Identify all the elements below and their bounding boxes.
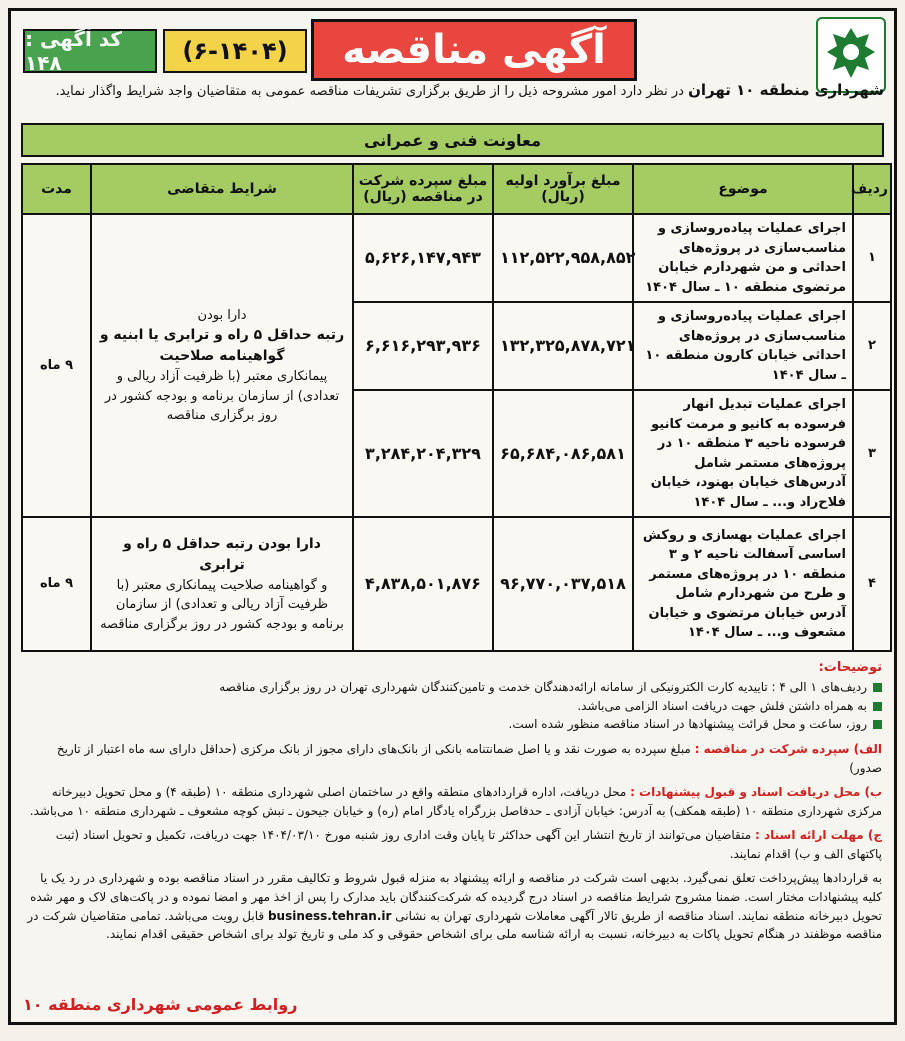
- note-text: روز، ساعت و محل قرائت پیشنهادها در اسناد مناقصه منظور شده است.: [508, 717, 867, 732]
- tehran-emblem-icon: [823, 24, 879, 86]
- row-duration: ۹ ماه: [22, 517, 91, 651]
- note-bullet: [23, 697, 882, 716]
- header: [11, 11, 894, 103]
- row-subject: اجرای عملیات پیاده‌روسازی و مناسب‌سازی در پروژه‌های احداثی خیابان کارون منطقه ۱۰ ـ سال ۱۴۰۴: [633, 302, 853, 390]
- row-deposit: ۶,۶۱۶,۲۹۳,۹۳۶: [353, 302, 493, 390]
- row-estimate: ۱۳۲,۳۲۵,۸۷۸,۷۲۱: [493, 302, 633, 390]
- row-number: ۳: [853, 390, 891, 517]
- bullet-square-icon: [873, 683, 882, 692]
- row-subject: اجرای عملیات پیاده‌روسازی و مناسب‌سازی در پروژه‌های احداثی و من شهردارم خیابان مرتضوی منطقه ۱۰ ـ سال ۱۴۰۴: [633, 214, 853, 302]
- col-header-row: ردیف: [853, 164, 891, 214]
- note-text: مبلغ سپرده به صورت نقد و یا اصل ضمانتنامه بانکی از بانک‌های دارای مجوز از بانک مرکزی (حداقل دارای سه ماه اعتبار از تاریخ صدور): [56, 741, 882, 775]
- row-duration: ۹ ماه: [22, 214, 91, 517]
- row-conditions: [91, 517, 353, 651]
- ad-date: (۶-۱۴۰۴): [163, 29, 307, 73]
- row-conditions: [91, 214, 353, 517]
- intro-text: [21, 81, 884, 99]
- row-subject: اجرای عملیات تبدیل انهار فرسوده به کانیو و مرمت کانیو فرسوده ناحیه ۳ منطقه ۱۰ در پروژه‌های مستمر شامل آدرس‌های خیابان بهنود، خیابان فلاح‌راد و... ـ سال ۱۴۰۴: [633, 390, 853, 517]
- notes-section: [23, 658, 882, 944]
- business-url-link[interactable]: business.tehran.ir: [267, 908, 392, 923]
- col-header-conditions: شرایط متقاضی: [91, 164, 353, 214]
- note-text: به قراردادها پیش‌پرداخت تعلق نمی‌گیرد. بدیهی است شرکت در مناقصه و ارائه پیشنهاد به منزله قبول شروط و تکالیف مقرر در اسناد مناقصه بوده و شهرداری در رد یک یا کلیه پیشنهادات مختار است. ضمنا مشروح شرایط مناقصه در اسناد درج گردیده که شرکت‌کنندگان باید مدارک را پس از اخذ مهر و امضا نموده و در پاکت‌های لاک و مهر شده تحویل دبیرخانه منطقه نمایند. اسناد مناقصه از طریق تالار آگهی معاملات شهرداری تهران به نشانی: [30, 871, 882, 923]
- bullet-square-icon: [873, 702, 882, 711]
- table-row: [22, 517, 891, 651]
- note-bullet: [23, 715, 882, 734]
- section-title: معاونت فنی و عمرانی: [21, 123, 884, 157]
- row-deposit: ۳,۲۸۴,۲۰۴,۳۲۹: [353, 390, 493, 517]
- row-deposit: ۵,۶۲۶,۱۴۷,۹۴۳: [353, 214, 493, 302]
- row-estimate: ۹۶,۷۷۰,۰۳۷,۵۱۸: [493, 517, 633, 651]
- col-header-duration: مدت: [22, 164, 91, 214]
- col-header-subject: موضوع: [633, 164, 853, 214]
- note-label: ب) محل دریافت اسناد و قبول پیشنهادات :: [630, 785, 882, 800]
- table-row: [22, 214, 891, 302]
- row-number: ۲: [853, 302, 891, 390]
- note-text: محل دریافت، اداره قراردادهای منطقه واقع در ساختمان اصلی شهرداری منطقه ۱۰ (طبقه ۴) و محل تحویل دبیرخانه مرکزی شهرداری منطقه ۱۰ (طبقه همکف) به آدرس: خیابان آزادی ـ حدفاصل بزرگراه یادگار امام (ره) و خیابان جیحون ـ نبش کوچه مشعوف ـ شهرداری منطقه ۱۰ می‌باشد.: [29, 785, 882, 818]
- note-deadline: [23, 826, 882, 863]
- note-label: الف) سپرده شرکت در مناقصه :: [694, 741, 882, 756]
- table-header-row: [22, 164, 891, 214]
- note-text: ردیف‌های ۱ الی ۴ : تاییدیه کارت الکترونیکی از سامانه ارائه‌دهندگان خدمت و تامین‌کنندگان شهرداری تهران در روز برگزاری مناقصه: [219, 680, 867, 695]
- cond-line: و گواهینامه صلاحیت پیمانکاری معتبر (با ظرفیت آزاد ریالی و تعدادی) از سازمان برنامه و بودجه کشور در روز برگزاری مناقصه: [100, 577, 344, 632]
- ad-title: آگهی مناقصه: [311, 19, 637, 81]
- note-text: به همراه داشتن فلش جهت دریافت اسناد الزامی می‌باشد.: [577, 698, 867, 713]
- row-estimate: ۶۵,۶۸۴,۰۸۶,۵۸۱: [493, 390, 633, 517]
- note-label: ج) مهلت ارائه اسناد :: [755, 828, 882, 843]
- footer-signature: روابط عمومی شهرداری منطقه ۱۰: [23, 995, 298, 1014]
- row-subject: اجرای عملیات بهسازی و روکش اساسی آسفالت ناحیه ۲ و ۳ منطقه ۱۰ در پروژه‌های مستمر و طرح من شهردارم شامل آدرس خیابان مرتضوی و خیابان مشعوف و... ـ سال ۱۴۰۴: [633, 517, 853, 651]
- note-text: قابل رویت می‌باشد. تمامی متقاضیان شرکت در مناقصه موظفند در هنگام تحویل پاکات به دبیرخانه، نسبت به ارائه شناسه ملی برای اشخاص حقوقی و کد ملی و تاریخ تولد برای اشخاص حقیقی اقدام نمایند.: [27, 908, 882, 942]
- row-number: ۴: [853, 517, 891, 651]
- cond-line: پیمانکاری معتبر (با ظرفیت آزاد ریالی و تعدادی) از سازمان برنامه و بودجه کشور در روز برگزاری مناقصه: [104, 369, 340, 423]
- notes-title: توضیحات:: [818, 660, 882, 675]
- note-location: [23, 783, 882, 820]
- note-bullet: [23, 678, 882, 697]
- org-name: شهرداری منطقه ۱۰ تهران: [688, 81, 884, 99]
- cond-line-bold: دارا بودن رتبه حداقل ۵ راه و ترابری: [123, 535, 321, 573]
- note-deposit: [23, 740, 882, 777]
- cond-line: دارا بودن: [197, 307, 247, 323]
- tender-ad: [8, 8, 897, 1025]
- intro-rest: در نظر دارد امور مشروحه ذیل را از طریق برگزاری تشریفات مناقصه عمومی به متقاضیان واجد شرایط واگذار نماید.: [55, 84, 684, 99]
- note-text: متقاضیان می‌توانند از تاریخ انتشار این آگهی حداکثر تا پایان وقت اداری روز شنبه مورخ ۱۴۰۴/۰۳/۱۰ جهت دریافت، تکمیل و تحویل اسناد (ثبت پاکتهای الف و ب) اقدام نمایند.: [55, 828, 882, 861]
- bullet-square-icon: [873, 720, 882, 729]
- row-estimate: ۱۱۲,۵۲۲,۹۵۸,۸۵۲: [493, 214, 633, 302]
- tender-table: [21, 163, 892, 652]
- note-final: [23, 869, 882, 943]
- row-number: ۱: [853, 214, 891, 302]
- row-deposit: ۴,۸۳۸,۵۰۱,۸۷۶: [353, 517, 493, 651]
- ad-code: کد آگهی : ۱۴۸: [23, 29, 157, 73]
- cond-line-bold: رتبه حداقل ۵ راه و ترابری یا ابنیه و گواهینامه صلاحیت: [99, 327, 345, 364]
- col-header-estimate: مبلغ برآورد اولیه (ریال): [493, 164, 633, 214]
- col-header-deposit: مبلغ سپرده شرکت در مناقصه (ریال): [353, 164, 493, 214]
